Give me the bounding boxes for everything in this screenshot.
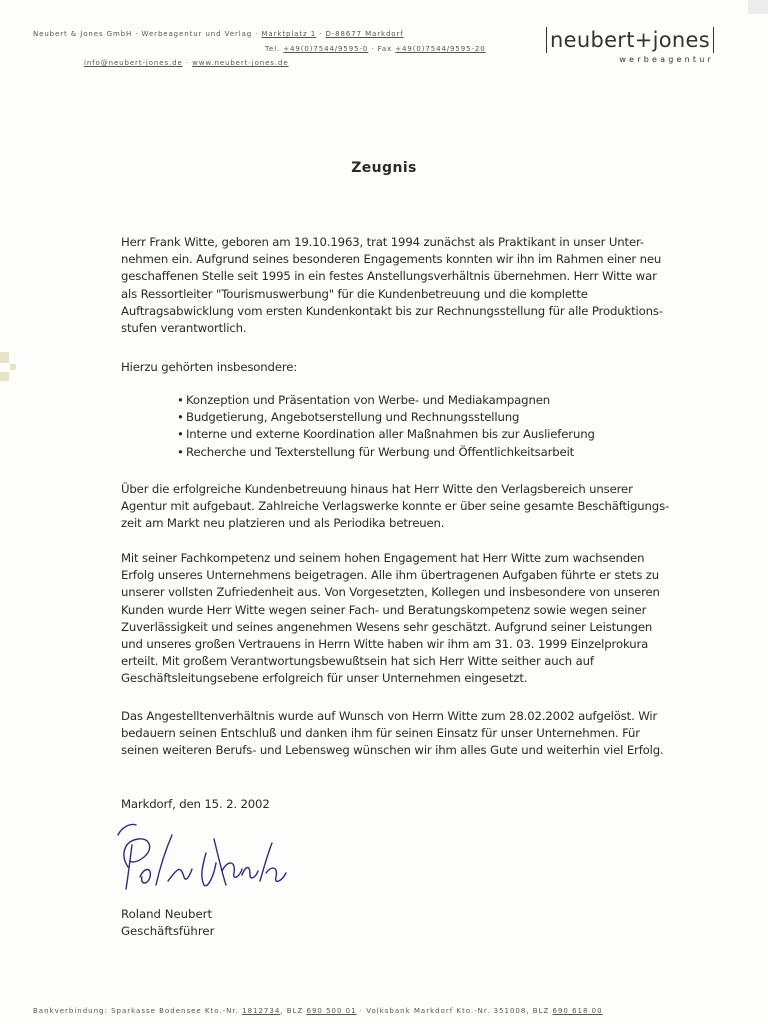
logo-wordmark: neubert+jones — [546, 27, 714, 53]
text-line: Agentur mit aufgebaut. Zahlreiche Verlagswerke konnte er über seine gesamte Beschäftigungs- — [121, 499, 670, 514]
duties-list — [178, 392, 648, 461]
blz-number-2: 690 618 00 — [552, 1007, 603, 1015]
list-item: • Konzeption und Präsentation von Werbe- und Mediakampagnen — [178, 392, 648, 409]
list-item: • Budgetierung, Angebotserstellung und Rechnungsstellung — [178, 409, 648, 426]
account-number: 1812734 — [242, 1007, 281, 1015]
scan-artifact — [10, 364, 16, 370]
text-line: und unseres großen Vertrauens in Herrn Witte haben wir ihm am 31. 03. 1999 Einzelprokura — [121, 637, 649, 652]
signer-title: Geschäftsführer — [121, 924, 215, 939]
scan-artifact — [0, 352, 9, 363]
tel-number: +49(0)7544/9595-0 — [283, 45, 369, 53]
bank-details-footer — [33, 1007, 603, 1015]
text-line: Über die erfolgreiche Kundenbetreuung hinaus hat Herr Witte den Verlagsbereich unserer — [121, 482, 633, 496]
company-name: Neubert & Jones GmbH · Werbeagentur und Verlag · — [33, 30, 262, 38]
scan-artifact — [748, 0, 768, 14]
paragraph-publishing — [121, 481, 681, 533]
text-line: stufen verantwortlich. — [121, 321, 247, 336]
fax-number: +49(0)7544/9595-20 — [395, 45, 486, 53]
text-line: erteilt. Mit großem Verantwortungsbewußtsein hat sich Herr Witte seither auch auf — [121, 654, 594, 669]
email-link[interactable]: info@neubert-jones.de — [84, 59, 183, 67]
text-line: Geschäftsleitungsebene erfolgreich für unser Unternehmen eingesetzt. — [121, 671, 528, 686]
website-link[interactable]: www.neubert-jones.de — [192, 59, 289, 67]
company-address: Marktplatz 1 — [261, 30, 317, 38]
letterhead-company-line — [33, 30, 404, 38]
text-line: zeit am Markt neu platzieren und als Periodika betreuen. — [121, 516, 445, 531]
scan-artifact — [0, 372, 9, 381]
text-line: Kunden wurde Herr Witte wegen seiner Fach- und Beratungskompetenz sowie wegen seiner — [121, 602, 647, 617]
place-date — [121, 796, 681, 813]
separator: · — [316, 30, 326, 38]
letterhead-phone-line — [265, 45, 486, 53]
text-line: nehmen ein. Aufgrund seines besonderen Engagements konnten wir ihn im Rahmen einer neu — [121, 252, 662, 267]
tel-label: Tel. — [265, 45, 284, 53]
company-city: D-88677 Markdorf — [325, 30, 404, 38]
list-item: • Recherche und Texterstellung für Werbung und Öffentlichkeitsarbeit — [178, 444, 648, 461]
text-line: seinen weiteren Berufs- und Lebensweg wünschen wir ihm alles Gute und weiterhin viel Erfolg. — [121, 743, 664, 758]
text-line: Das Angestelltenverhältnis wurde auf Wunsch von Herrn Witte zum 28.02.2002 aufgelöst. Wir — [121, 709, 658, 723]
signer-name: Roland Neubert — [121, 907, 213, 921]
text-line: geschaffenen Stelle seit 1995 in ein festes Anstellungsverhältnis übernehmen. Herr Witte war — [121, 269, 657, 284]
logo-tagline: werbeagentur — [619, 55, 714, 64]
list-item: • Interne und externe Koordination aller Maßnahmen bis zur Auslieferung — [178, 426, 648, 443]
list-intro-text: Hierzu gehörten insbesondere: — [121, 360, 298, 374]
second-bank: · Volksbank Markdorf Kto.-Nr. 351008, BLZ — [356, 1007, 553, 1015]
text-line: bedauern seinen Entschluß und danken ihm für seinen Einsatz für unser Unternehmen. Für — [121, 726, 640, 741]
fax-label: · Fax — [368, 45, 396, 53]
text-line: Erfolg unseres Unternehmens beigetragen. Alle ihm übertragenen Aufgaben führte er stets zu — [121, 568, 659, 583]
place-date-text: Markdorf, den 15. 2. 2002 — [121, 797, 270, 811]
handwritten-signature — [110, 815, 310, 905]
paragraph-assessment — [121, 550, 681, 688]
letterhead-web-line — [84, 59, 289, 67]
signer-block — [121, 906, 214, 940]
paragraph-closing — [121, 708, 681, 760]
bank-label: Bankverbindung: Sparkasse Bodensee Kto.-Nr. — [33, 1007, 243, 1015]
text-line: Auftragsabwicklung vom ersten Kundenkontakt bis zur Rechnungsstellung für alle Produktions- — [121, 303, 663, 318]
document-title: Zeugnis — [351, 160, 417, 176]
blz-label: , BLZ — [280, 1007, 307, 1015]
company-logo — [546, 27, 726, 64]
text-line: Zuverlässigkeit und seines angenehmen Wesens sehr geschätzt. Aufgrund seiner Leistungen — [121, 619, 653, 634]
list-intro — [121, 359, 681, 376]
text-line: als Ressortleiter "Tourismuswerbung" für die Kundenbetreuung und die komplette — [121, 286, 588, 301]
blz-number: 690 500 01 — [306, 1007, 357, 1015]
paragraph-intro — [121, 234, 681, 337]
text-line: Herr Frank Witte, geboren am 19.10.1963, trat 1994 zunächst als Praktikant in unser Unter- — [121, 235, 644, 249]
text-line: Mit seiner Fachkompetenz und seinem hohen Engagement hat Herr Witte zum wachsenden — [121, 551, 645, 565]
text-line: unserer vollsten Zufriedenheit aus. Von Vorgesetzten, Kollegen und insbesondere von unseren — [121, 585, 660, 600]
separator: · — [182, 59, 193, 67]
